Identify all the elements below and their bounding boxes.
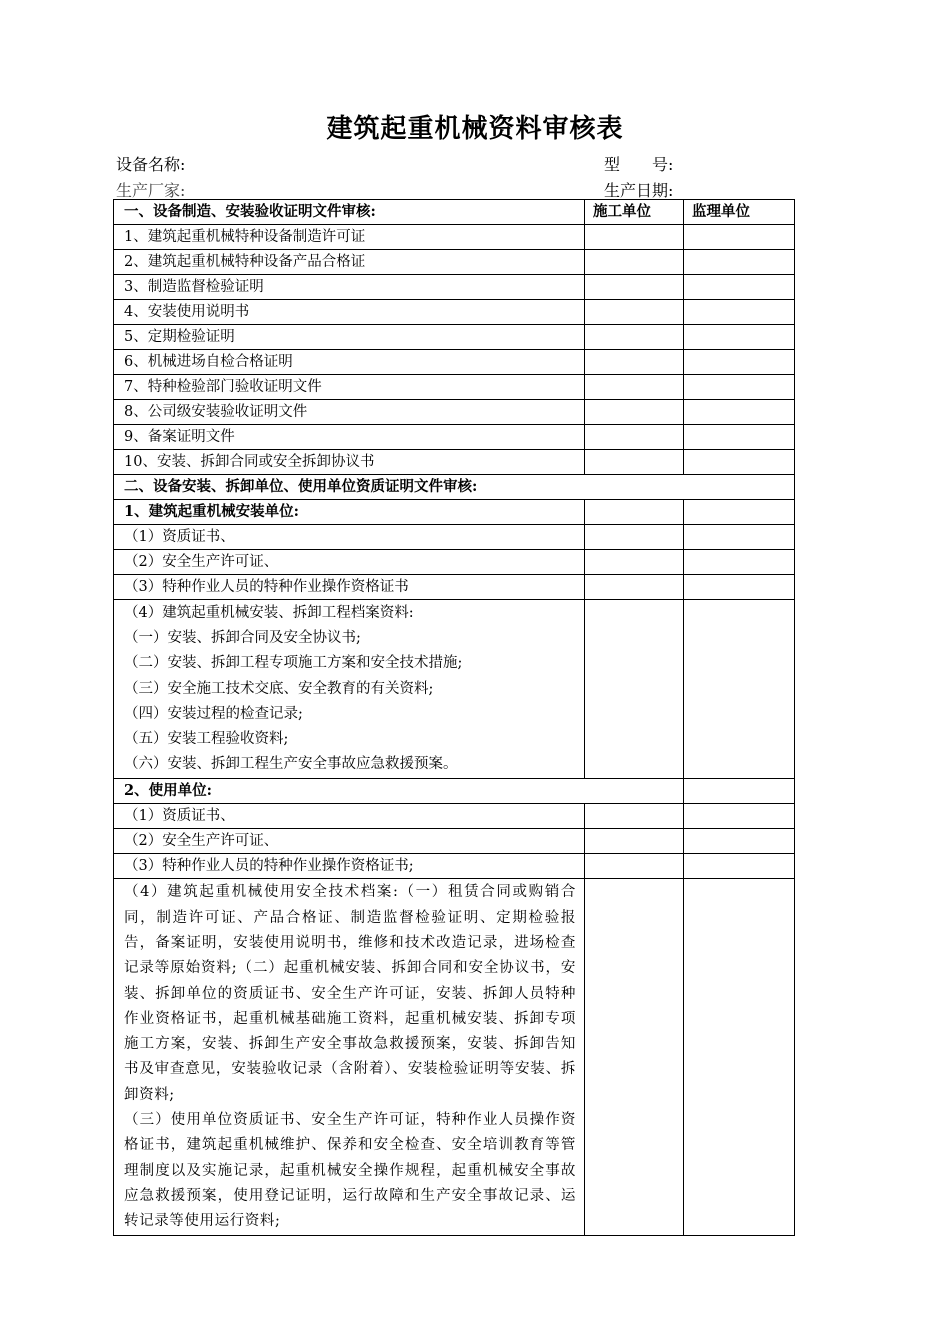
- item-label: 4、安装使用说明书: [114, 300, 585, 325]
- section1-heading: 一、设备制造、安装验收证明文件审核:: [114, 200, 585, 225]
- item-label: （1）资质证书、: [114, 804, 585, 829]
- device-name-label: 设备名称:: [116, 155, 186, 174]
- table-row: [114, 300, 795, 325]
- manufacturer-label: 生产厂家:: [116, 181, 186, 200]
- production-date-label: 生产日期:: [604, 181, 674, 200]
- item-label: 3、制造监督检验证明: [114, 275, 585, 300]
- supervision-cell[interactable]: [684, 225, 795, 250]
- construction-cell[interactable]: [585, 225, 684, 250]
- item-label: 7、特种检验部门验收证明文件: [114, 375, 585, 400]
- table-row: [114, 350, 795, 375]
- item-label: 1、建筑起重机械特种设备制造许可证: [114, 225, 585, 250]
- item-label: 6、机械进场自检合格证明: [114, 350, 585, 375]
- table-row: [114, 550, 795, 575]
- subsection-header-row: [114, 779, 795, 804]
- supervision-cell[interactable]: [684, 425, 795, 450]
- supervision-cell[interactable]: [684, 350, 795, 375]
- supervision-cell[interactable]: [684, 450, 795, 475]
- archive-paragraph: （三）使用单位资质证书、安全生产许可证，特种作业人员操作资格证书，建筑起重机械维护、保养和安全检查、安全培训教育等管理制度以及实施记录，起重机械安全操作规程，起重机械安全事故应急救援预案，使用登记证明，运行故障和生产安全事故记录、运转记录等使用运行资料;: [124, 1111, 576, 1230]
- supervision-cell[interactable]: [684, 854, 795, 879]
- item-label: （2）安全生产许可证、: [114, 829, 585, 854]
- installer-archive-item: [114, 600, 585, 779]
- archive-line: （一）安装、拆卸合同及安全协议书;: [124, 630, 361, 647]
- review-table: [113, 199, 795, 1236]
- table-row: [114, 375, 795, 400]
- section1-header-row: [114, 200, 795, 225]
- supervision-cell[interactable]: [684, 375, 795, 400]
- table-row: [114, 275, 795, 300]
- table-row: [114, 450, 795, 475]
- table-row: [114, 525, 795, 550]
- supervision-cell[interactable]: [684, 325, 795, 350]
- supervision-cell[interactable]: [684, 525, 795, 550]
- supervision-cell[interactable]: [684, 400, 795, 425]
- table-row: [114, 854, 795, 879]
- item-label: （1）资质证书、: [114, 525, 585, 550]
- supervision-cell[interactable]: [684, 500, 795, 525]
- item-label: 5、定期检验证明: [114, 325, 585, 350]
- model-label: 型 号:: [604, 155, 674, 174]
- construction-cell[interactable]: [585, 325, 684, 350]
- construction-cell[interactable]: [585, 575, 684, 600]
- item-label: 10、安装、拆卸合同或安全拆卸协议书: [114, 450, 585, 475]
- col-supervision-unit: 监理单位: [684, 200, 795, 225]
- table-row: [114, 600, 795, 779]
- archive-line: （六）安装、拆卸工程生产安全事故应急救援预案。: [124, 756, 458, 773]
- col-construction-unit: 施工单位: [585, 200, 684, 225]
- user-unit-heading: 2、使用单位:: [114, 779, 684, 804]
- user-archive-item: [114, 879, 585, 1236]
- supervision-cell[interactable]: [684, 829, 795, 854]
- item-label: 9、备案证明文件: [114, 425, 585, 450]
- construction-cell[interactable]: [585, 375, 684, 400]
- construction-cell[interactable]: [585, 500, 684, 525]
- construction-cell[interactable]: [585, 275, 684, 300]
- supervision-cell[interactable]: [684, 275, 795, 300]
- archive-line: （三）安全施工技术交底、安全教育的有关资料;: [124, 680, 434, 697]
- table-row: [114, 829, 795, 854]
- table-row: [114, 325, 795, 350]
- supervision-cell[interactable]: [684, 300, 795, 325]
- item-label: 8、公司级安装验收证明文件: [114, 400, 585, 425]
- construction-cell[interactable]: [585, 250, 684, 275]
- archive-line: （二）安装、拆卸工程专项施工方案和安全技术措施;: [124, 655, 463, 672]
- construction-cell[interactable]: [585, 550, 684, 575]
- construction-cell[interactable]: [585, 300, 684, 325]
- construction-cell[interactable]: [585, 400, 684, 425]
- page-title: 建筑起重机械资料审核表: [326, 114, 624, 144]
- supervision-cell[interactable]: [684, 879, 795, 1236]
- supervision-cell[interactable]: [684, 600, 795, 779]
- table-row: [114, 575, 795, 600]
- table-row: [114, 250, 795, 275]
- item-label: 2、建筑起重机械特种设备产品合格证: [114, 250, 585, 275]
- subsection-header-row: [114, 500, 795, 525]
- construction-cell[interactable]: [585, 425, 684, 450]
- archive-paragraph: （4）建筑起重机械使用安全技术档案:（一）租赁合同或购销合同，制造许可证、产品合格证、制造监督检验证明、定期检验报告，备案证明，安装使用说明书，维修和技术改造记录，进场检查记录等原始资料;（二）起重机械安装、拆卸合同和安全协议书，安装、拆卸单位的资质证书、安全生产许可证，安装、拆卸人员特种作业资格证书，起重机械基础施工资料，起重机械安装、拆卸专项施工方案，安装、拆卸生产安全事故急救援预案，安装、拆卸告知书及审查意见，安装验收记录（含附着）、安装检验证明等安装、拆卸资料;: [124, 884, 576, 1103]
- construction-cell[interactable]: [585, 600, 684, 779]
- item-label: （3）特种作业人员的特种作业操作资格证书;: [114, 854, 585, 879]
- installer-unit-heading: 1、建筑起重机械安装单位:: [114, 500, 585, 525]
- supervision-cell[interactable]: [684, 250, 795, 275]
- supervision-cell[interactable]: [684, 779, 795, 804]
- construction-cell[interactable]: [585, 804, 684, 829]
- construction-cell[interactable]: [585, 829, 684, 854]
- archive-line: （四）安装过程的检查记录;: [124, 705, 303, 722]
- item-label: （3）特种作业人员的特种作业操作资格证书: [114, 575, 585, 600]
- construction-cell[interactable]: [585, 450, 684, 475]
- archive-line: （4）建筑起重机械安装、拆卸工程档案资料:: [124, 605, 414, 621]
- table-row: [114, 425, 795, 450]
- table-row: [114, 400, 795, 425]
- construction-cell[interactable]: [585, 854, 684, 879]
- construction-cell[interactable]: [585, 350, 684, 375]
- supervision-cell[interactable]: [684, 804, 795, 829]
- section2-header-row: [114, 475, 795, 500]
- table-row: [114, 879, 795, 1236]
- item-label: （2）安全生产许可证、: [114, 550, 585, 575]
- archive-line: （五）安装工程验收资料;: [124, 730, 289, 747]
- section2-heading: 二、设备安装、拆卸单位、使用单位资质证明文件审核:: [114, 475, 795, 500]
- table-row: [114, 804, 795, 829]
- construction-cell[interactable]: [585, 879, 684, 1236]
- supervision-cell[interactable]: [684, 575, 795, 600]
- table-row: [114, 225, 795, 250]
- construction-cell[interactable]: [585, 525, 684, 550]
- supervision-cell[interactable]: [684, 550, 795, 575]
